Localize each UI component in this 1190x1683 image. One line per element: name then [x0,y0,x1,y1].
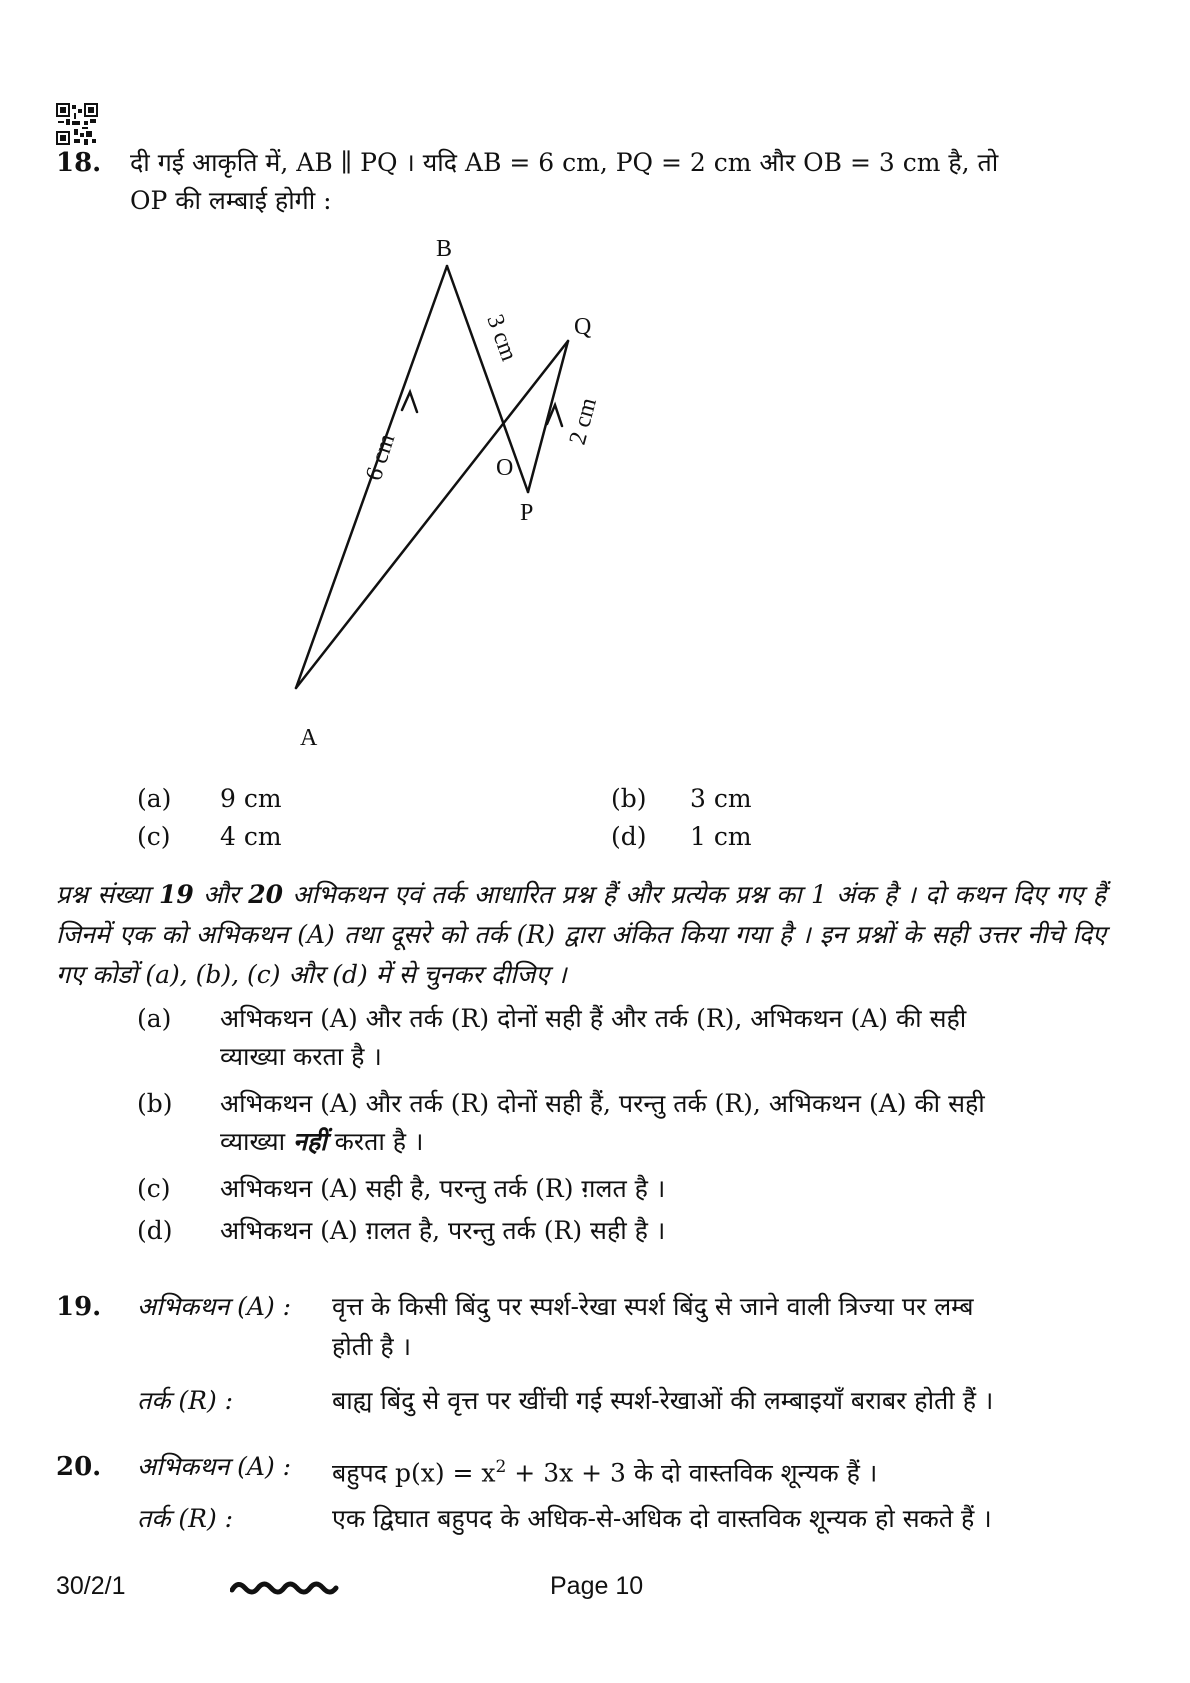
code-d-line1: अभिकथन (A) ग़लत है, परन्तु तर्क (R) सही है । [220,1216,666,1245]
question-number-18: 18. [56,148,102,178]
code-b-line2: व्याख्या नहीं करता है । [220,1127,424,1156]
page-number: Page 10 [550,1572,644,1600]
option-d-label: (d) [611,822,647,851]
question-18-text-line1: दी गई आकृति में, AB ∥ PQ । यदि AB = 6 cm, PQ = 2 cm और OB = 3 cm है, तो [130,148,999,177]
option-c-label: (c) [137,822,171,851]
code-b-label: (b) [137,1089,173,1118]
q19-assertion-label: अभिकथन (A) : [137,1292,292,1321]
question-18-text-line2: OP की लम्बाई होगी : [130,186,332,215]
qr-code-icon [56,103,98,145]
emphasis-not: नहीं [293,1127,327,1156]
q20-reason-text: एक द्विघात बहुपद के अधिक-से-अधिक दो वास्तविक शून्यक हो सकते हैं । [332,1504,992,1533]
code-c-line1: अभिकथन (A) सही है, परन्तु तर्क (R) ग़लत है । [220,1174,666,1203]
option-d-value: 1 cm [690,822,752,851]
q19-reason-label: तर्क (R) : [137,1386,234,1415]
paper-code: 30/2/1 [56,1572,126,1600]
q19-reason-text: बाह्य बिंदु से वृत्त पर खींची गई स्पर्श-रेखाओं की लम्बाइयाँ बराबर होती हैं । [332,1386,994,1415]
option-c-value: 4 cm [220,822,282,851]
option-b-value: 3 cm [690,784,752,813]
option-a-value: 9 cm [220,784,282,813]
wave-ornament-icon [230,1578,340,1602]
vertex-label-a: A [300,725,318,751]
side-label-pq: 2 cm [564,395,603,448]
code-a-line2: व्याख्या करता है । [220,1042,382,1071]
question-number-19: 19. [56,1292,102,1322]
code-b-line1: अभिकथन (A) और तर्क (R) दोनों सही हैं, परन्तु तर्क (R), अभिकथन (A) की सही [220,1089,985,1118]
q20-assertion-label: अभिकथन (A) : [137,1452,292,1481]
assertion-reason-instructions: प्रश्न संख्या 19 और 20 अभिकथन एवं तर्क आधारित प्रश्न हैं और प्रत्येक प्रश्न का 1 अंक है । दो कथन दिए गए हैं जिनमें एक को अभिकथन (A) तथा दूसरे को तर्क (R) द्वारा अंकित किया गया है । इन प्रश्नों के सही उत्तर नीचे दिए गए कोडों (a), (b), (c) और (d) में से चुनकर दीजिए । [56,880,1106,989]
code-a-label: (a) [137,1004,172,1033]
q20-assertion-text: बहुपद $p(x) = x^2 + 3x + 3$ के दो वास्तविक शून्यक हैं । [332,1457,878,1488]
vertex-label-b: B [436,236,453,262]
geometry-figure [260,225,620,775]
option-b-label: (b) [611,784,647,813]
code-a-line1: अभिकथन (A) और तर्क (R) दोनों सही हैं और तर्क (R), अभिकथन (A) की सही [220,1004,967,1033]
q19-assertion-line2: होती है । [332,1332,412,1361]
side-label-ob: 3 cm [481,311,522,365]
question-number-20: 20. [56,1452,102,1482]
q20-reason-label: तर्क (R) : [137,1504,234,1533]
vertex-label-q: Q [574,314,592,340]
vertex-label-o: O [496,455,514,481]
q19-assertion-line1: वृत्त के किसी बिंदु पर स्पर्श-रेखा स्पर्श बिंदु से जाने वाली त्रिज्या पर लम्ब [332,1292,974,1321]
vertex-label-p: P [520,500,534,526]
code-c-label: (c) [137,1174,171,1203]
code-d-label: (d) [137,1216,173,1245]
option-a-label: (a) [137,784,172,813]
side-label-ab: 6 cm [360,430,401,484]
